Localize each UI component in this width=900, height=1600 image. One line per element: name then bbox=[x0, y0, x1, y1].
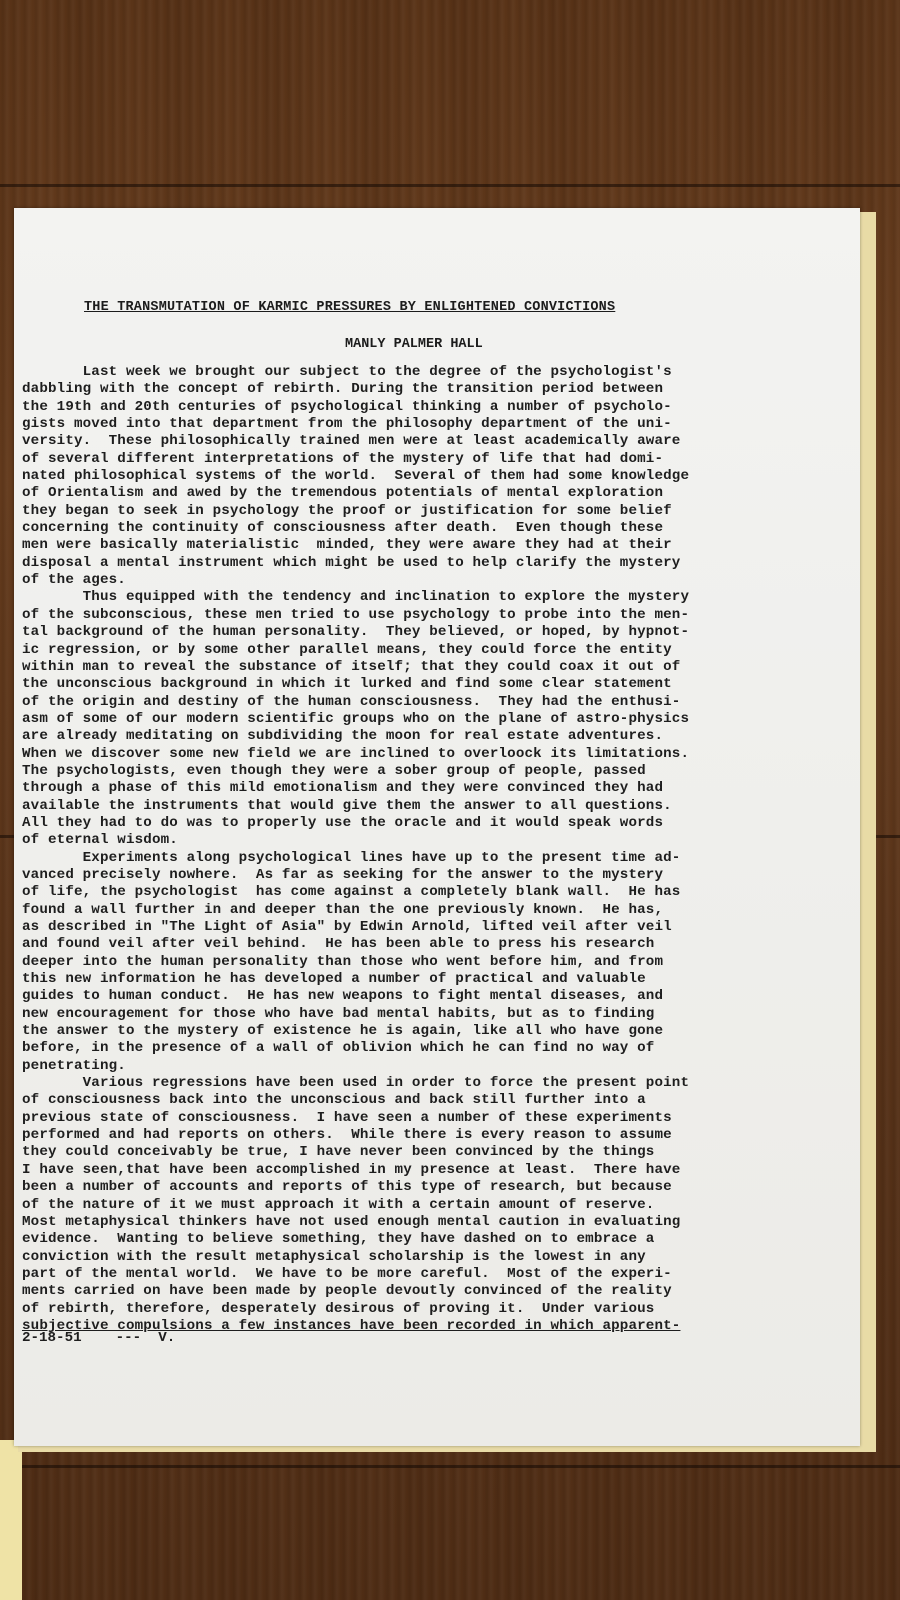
text-line: part of the mental world. We have to be more careful. Most of the experi- bbox=[22, 1265, 672, 1282]
text-line: subjective compulsions a few instances have been recorded in which apparent- bbox=[22, 1317, 681, 1334]
text-line: conviction with the result metaphysical scholarship is the lowest in any bbox=[22, 1248, 646, 1265]
wood-board-seam bbox=[0, 184, 900, 187]
document-body bbox=[22, 364, 862, 1335]
text-line: nated philosophical systems of the world. Several of them had some knowledge bbox=[22, 468, 690, 485]
text-line: been a number of accounts and reports of this type of research, but because bbox=[22, 1179, 672, 1196]
text-line: of the origin and destiny of the human consciousness. They had the enthusi- bbox=[22, 693, 681, 710]
text-line: found a wall further in and deeper than the one previously known. He has, bbox=[22, 901, 664, 918]
text-line: new encouragement for those who have bad mental habits, but as to finding bbox=[22, 1005, 655, 1022]
text-line: I have seen,that have been accomplished in my presence at least. There have bbox=[22, 1161, 681, 1178]
text-line: they began to seek in psychology the proof or justification for some belief bbox=[22, 502, 672, 519]
text-line: through a phase of this mild emotionalism and they were convinced they had bbox=[22, 780, 664, 797]
text-line: tal background of the human personality. They believed, or hoped, by hypnot- bbox=[22, 624, 690, 641]
text-line: this new information he has developed a number of practical and valuable bbox=[22, 971, 646, 988]
text-line: the 19th and 20th centuries of psychological thinking a number of psycholo- bbox=[22, 398, 672, 415]
text-line: the unconscious background in which it lurked and find some clear statement bbox=[22, 676, 672, 693]
text-line: performed and had reports on others. While there is every reason to assume bbox=[22, 1127, 672, 1144]
text-line: Experiments along psychological lines have up to the present time ad- bbox=[22, 849, 681, 866]
text-line: of life, the psychologist has come against a completely blank wall. He has bbox=[22, 884, 681, 901]
text-line: ments carried on have been made by people devoutly convinced of the reality bbox=[22, 1283, 672, 1300]
text-line: Thus equipped with the tendency and inclination to explore the mystery bbox=[22, 589, 690, 606]
document-footer: 2-18-51 --- V. bbox=[22, 1330, 176, 1346]
text-line: evidence. Wanting to believe something, they have dashed on to embrace a bbox=[22, 1231, 655, 1248]
text-line: of several different interpretations of the mystery of life that had domi- bbox=[22, 450, 664, 467]
text-line: they could conceivably be true, I have never been convinced by the things bbox=[22, 1144, 655, 1161]
document-title: THE TRANSMUTATION OF KARMIC PRESSURES BY ENLIGHTENED CONVICTIONS bbox=[84, 300, 616, 315]
text-line: and found veil after veil behind. He has been able to press his research bbox=[22, 936, 655, 953]
text-line: guides to human conduct. He has new weapons to fight mental diseases, and bbox=[22, 988, 664, 1005]
text-line: The psychologists, even though they were a sober group of people, passed bbox=[22, 762, 646, 779]
text-line: deeper into the human personality than those who went before him, and from bbox=[22, 953, 664, 970]
text-line: Most metaphysical thinkers have not used enough mental caution in evaluating bbox=[22, 1213, 681, 1230]
text-line: Various regressions have been used in order to force the present point bbox=[22, 1075, 690, 1092]
text-line: within man to reveal the substance of itself; that they could coax it out of bbox=[22, 658, 681, 675]
text-line: of rebirth, therefore, desperately desirous of proving it. Under various bbox=[22, 1300, 655, 1317]
text-line: penetrating. bbox=[22, 1057, 126, 1074]
text-line: the answer to the mystery of existence he is again, like all who have gone bbox=[22, 1023, 664, 1040]
text-line: as described in "The Light of Asia" by Edwin Arnold, lifted veil after veil bbox=[22, 919, 672, 935]
wood-board-seam bbox=[0, 1465, 900, 1468]
text-line: gists moved into that department from the philosophy department of the uni- bbox=[22, 416, 672, 433]
text-line: of the ages. bbox=[22, 572, 126, 589]
text-line: of eternal wisdom. bbox=[22, 832, 178, 849]
text-line: disposal a mental instrument which might be used to help clarify the mystery bbox=[22, 554, 681, 571]
text-line: of Orientalism and awed by the tremendous potentials of mental exploration bbox=[22, 485, 664, 502]
text-line: concerning the continuity of consciousness after death. Even though these bbox=[22, 520, 664, 537]
text-line: versity. These philosophically trained men were at least academically aware bbox=[22, 433, 681, 450]
text-line: Last week we brought our subject to the degree of the psychologist's bbox=[22, 364, 672, 380]
text-line: When we discover some new field we are inclined to overloock its limitations. bbox=[22, 745, 690, 762]
document-author: MANLY PALMER HALL bbox=[345, 337, 483, 352]
text-line: asm of some of our modern scientific groups who on the plane of astro-physics bbox=[22, 710, 690, 727]
text-line: vanced precisely nowhere. As far as seeking for the answer to the mystery bbox=[22, 866, 664, 883]
text-line: previous state of consciousness. I have seen a number of these experiments bbox=[22, 1109, 672, 1126]
text-line: before, in the presence of a wall of oblivion which he can find no way of bbox=[22, 1040, 655, 1057]
text-line: men were basically materialistic minded, they were aware they had at their bbox=[22, 537, 672, 554]
text-line: available the instruments that would give them the answer to all questions. bbox=[22, 797, 672, 814]
text-line: of the nature of it we must approach it with a certain amount of reserve. bbox=[22, 1196, 655, 1213]
text-line: of consciousness back into the unconscious and back still further into a bbox=[22, 1092, 646, 1109]
text-line: dabbling with the concept of rebirth. During the transition period between bbox=[22, 381, 664, 398]
text-line: All they had to do was to properly use the oracle and it would speak words bbox=[22, 814, 664, 831]
under-sheet-edge bbox=[0, 1440, 22, 1600]
text-line: are already meditating on subdividing the moon for real estate adventures. bbox=[22, 728, 664, 745]
text-line: ic regression, or by some other parallel means, they could force the entity bbox=[22, 641, 672, 658]
text-line: of the subconscious, these men tried to use psychology to probe into the men- bbox=[22, 606, 690, 623]
